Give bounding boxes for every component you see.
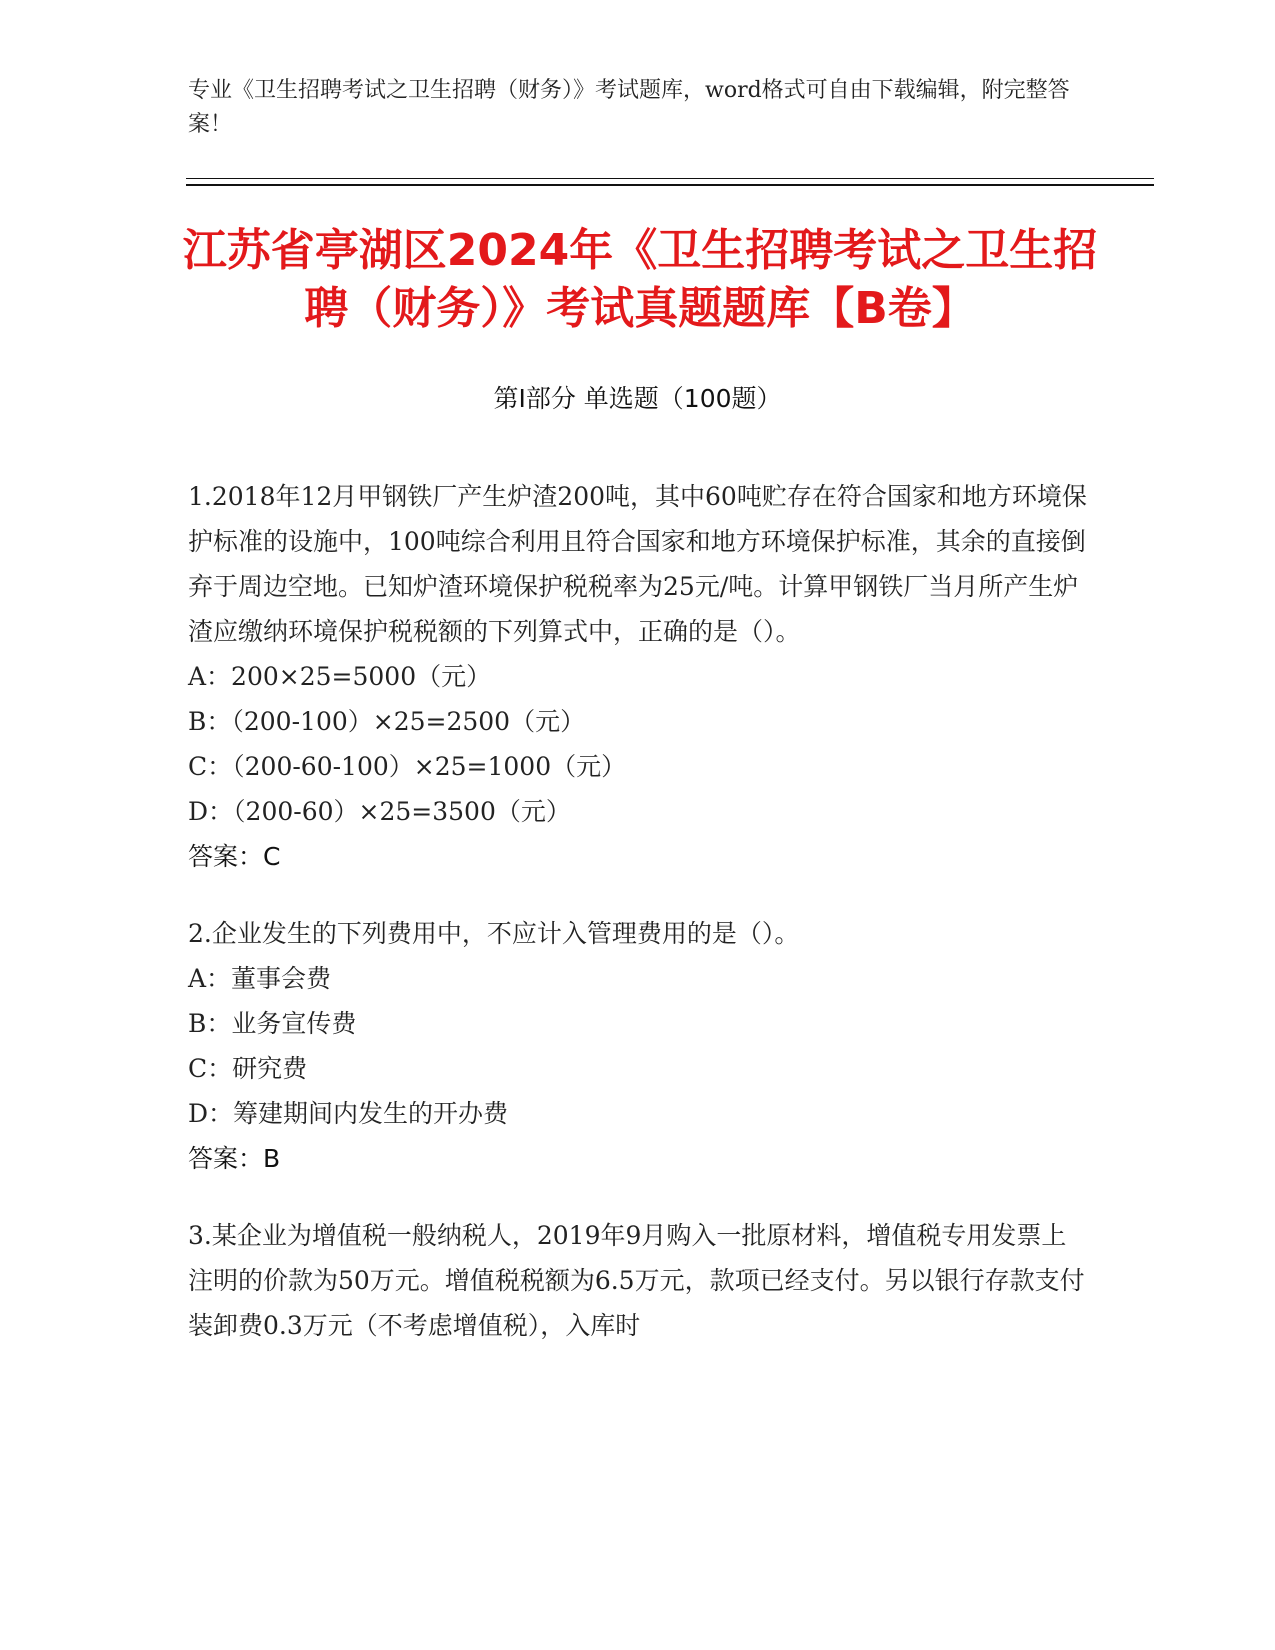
- header-divider-top: [186, 178, 1154, 179]
- option-b: B：业务宣传费: [188, 1009, 357, 1038]
- answer: 答案：C: [188, 842, 281, 871]
- option-d: D：筹建期间内发生的开办费: [188, 1099, 509, 1128]
- section-title: 第Ⅰ部分 单选题（100题）: [493, 384, 782, 413]
- question-1: [188, 474, 1088, 879]
- option-d: D：（200-60）×25=3500（元）: [188, 797, 571, 826]
- option-c: C：研究费: [188, 1054, 308, 1083]
- question-stem: 3.某企业为增值税一般纳税人，2019年9月购入一批原材料，增值税专用发票上注明的价款为50万元。增值税税额为6.5万元，款项已经支付。另以银行存款支付装卸费0.3万元（不考虑增值税），入库时: [188, 1221, 1085, 1340]
- answer: 答案：B: [188, 1144, 281, 1173]
- question-2: [188, 911, 1088, 1181]
- header-note: 专业《卫生招聘考试之卫生招聘（财务）》考试题库，word格式可自由下载编辑，附完整答案！: [188, 78, 1070, 137]
- question-list: [188, 474, 1088, 1380]
- option-c: C：（200-60-100）×25=1000（元）: [188, 752, 627, 781]
- question-3: [188, 1213, 1088, 1348]
- option-b: B：（200-100）×25=2500（元）: [188, 707, 586, 736]
- question-stem: 1.2018年12月甲钢铁厂产生炉渣200吨，其中60吨贮存在符合国家和地方环境保护标准的设施中，100吨综合利用且符合国家和地方环境保护标准，其余的直接倒弃于周边空地。已知炉渣环境保护税税率为25元/吨。计算甲钢铁厂当月所产生炉渣应缴纳环境保护税税额的下列算式中，正确的是（）。: [188, 482, 1087, 646]
- option-a: A：200×25=5000（元）: [188, 662, 492, 691]
- document-title: 江苏省亭湖区2024年《卫生招聘考试之卫生招聘（财务）》考试真题题库【B卷】: [182, 225, 1098, 334]
- option-a: A：董事会费: [188, 964, 332, 993]
- header-divider-bottom: [186, 184, 1154, 186]
- question-stem: 2.企业发生的下列费用中，不应计入管理费用的是（）。: [188, 919, 800, 948]
